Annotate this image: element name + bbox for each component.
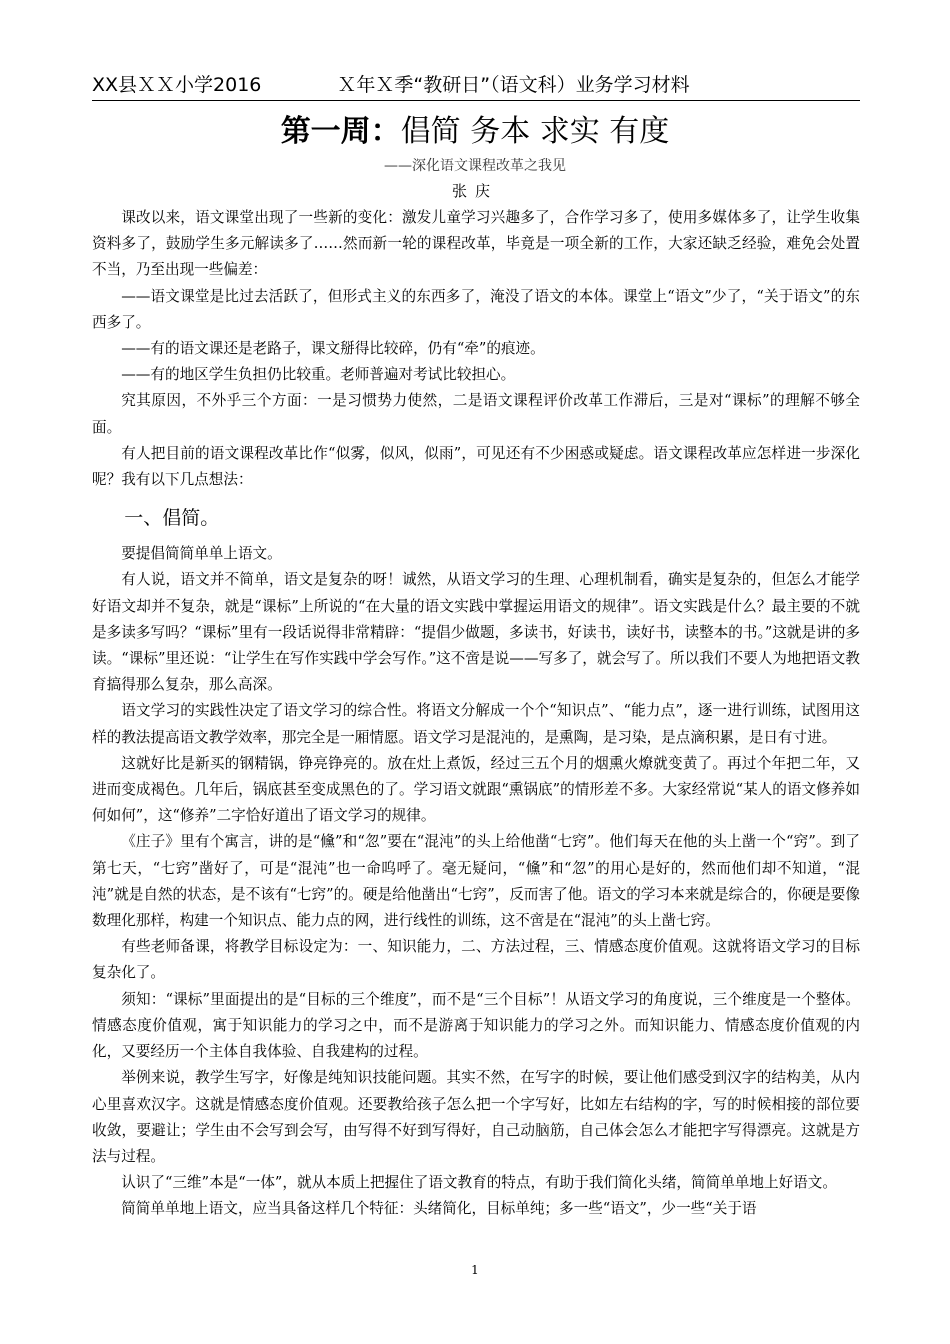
article-body — [92, 205, 860, 1223]
section-heading: 一、倡简。 — [124, 507, 220, 530]
paragraph: 简简单单地上语文，应当具备这样几个特征：头绪简化，目标单纯；多一些“语文”，少一些“关于语 — [121, 1200, 757, 1218]
page-number: 1 — [471, 1263, 479, 1277]
paragraph: 课改以来，语文课堂出现了一些新的变化：激发儿童学习兴趣多了，合作学习多了，使用多媒体多了，让学生收集资料多了，鼓励学生多元解读多了……然而新一轮的课程改革，毕竟是一项全新的工作，大家还缺乏经验，难免会处置不当，乃至出现一些偏差： — [92, 209, 860, 279]
page-title — [0, 112, 950, 152]
paragraph: 须知：“课标”里面提出的是“目标的三个维度”，而不是“三个目标”！从语文学习的角度说，三个维度是一个整体。情感态度价值观，寓于知识能力的学习之中，而不是游离于知识能力的学习之外。而知识能力、情感态度价值观的内化，又要经历一个主体自我体验、自我建构的过程。 — [92, 990, 860, 1061]
paragraph: 有些老师备课，将教学目标设定为：一、知识能力，二、方法过程，三、情感态度价值观。这就将语文学习的目标复杂化了。 — [92, 938, 860, 982]
paragraph: 有人把目前的语文课程改革比作“似雾，似风，似雨”，可见还有不少困惑或疑虑。语文课程改革应怎样进一步深化呢？我有以下几点想法： — [92, 444, 860, 489]
paragraph: ——有的语文课还是老路子，课文掰得比较碎，仍有“牵”的痕迹。 — [121, 340, 545, 358]
paragraph: 有人说，语文并不简单，语文是复杂的呀！诚然，从语文学习的生理、心理机制看，确实是复杂的，但怎么才能学好语文却并不复杂，就是“课标”上所说的“在大量的语文实践中掌握运用语文的规律”。语文实践是什么？最主要的不就是多读多写吗？“课标”里有一段话说得非常精辟：“提倡少做题，多读书，好读书，读好书，读整本的书。”这就是讲的多读。“课标”里还说：“让学生在写作实践中学会写作。”这不啻是说——写多了，就会写了。所以我们不要人为地把语文教育搞得那么复杂，那么高深。 — [92, 571, 860, 694]
page-header: XX县ＸＸ小学2016 Ｘ年Ｘ季“教研日”（语文科）业务学习材料 — [92, 72, 860, 101]
paragraph: 这就好比是新买的钢精锅，铮亮铮亮的。放在灶上煮饭，经过三五个月的烟熏火燎就变黄了。再过个年把二年，又进而变成褐色。几年后，锅底甚至变成黑色的了。学习语文就跟“熏锅底”的情形差不多。大家经常说“某人的语文修养如何如何”，这“修养”二字恰好道出了语文学习的规律。 — [92, 754, 860, 825]
paragraph: 举例来说，教学生写字，好像是纯知识技能问题。其实不然，在写字的时候，要让他们感受到汉字的结构美，从内心里喜欢汉字。这就是情感态度价值观。还要教给孩子怎么把一个字写好，比如左右结构的字，写的时候相接的部位要收敛，要避让；学生由不会写到会写，由写得不好到写得好，自己动脑筋，自己体会怎么才能把字写得漂亮。这就是方法与过程。 — [92, 1069, 860, 1165]
paragraph: ——语文课堂是比过去活跃了，但形式主义的东西多了，淹没了语文的本体。课堂上“语文”少了，“关于语文”的东西多了。 — [92, 287, 860, 331]
page-subtitle: ——深化语文课程改革之我见 — [384, 158, 566, 174]
paragraph: 《庄子》里有个寓言，讲的是“儵”和“忽”要在“混沌”的头上给他凿“七窍”。他们每天在他的头上凿一个“窍”。到了第七天，“七窍”凿好了，可是“混沌”也一命呜呼了。毫无疑问，“儵”和“忽”的用心是好的，然而他们却不知道，“混沌”就是自然的状态，是不该有“七窍”的。硬是给他凿出“七窍”，反而害了他。语文的学习本来就是综合的，你硬是要像数理化那样，构建一个知识点、能力点的网，进行线性的训练，这不啻是在“混沌”的头上凿七窍。 — [92, 833, 860, 930]
title-text: 倡简 务本 求实 有度 — [400, 114, 670, 149]
author-name: 张庆 — [451, 182, 498, 200]
paragraph: 语文学习的实践性决定了语文学习的综合性。将语文分解成一个个“知识点”、“能力点”，逐一进行训练，试图用这样的教法提高语文教学效率，那完全是一厢情愿。语文学习是混沌的，是熏陶，是习染，是点滴积累，是日有寸进。 — [92, 702, 860, 746]
paragraph: 认识了“三维”本是“一体”，就从本质上把握住了语文教育的特点，有助于我们简化头绪，简简单单地上好语文。 — [121, 1174, 837, 1192]
paragraph: 要提倡简简单单上语文。 — [121, 545, 282, 563]
title-week-label: 第一周： — [280, 114, 401, 149]
paragraph: ——有的地区学生负担仍比较重。老师普遍对考试比较担心。 — [121, 366, 516, 384]
paragraph: 究其原因，不外乎三个方面：一是习惯势力使然，二是语文课程评价改革工作滞后，三是对“课标”的理解不够全面。 — [92, 392, 860, 436]
